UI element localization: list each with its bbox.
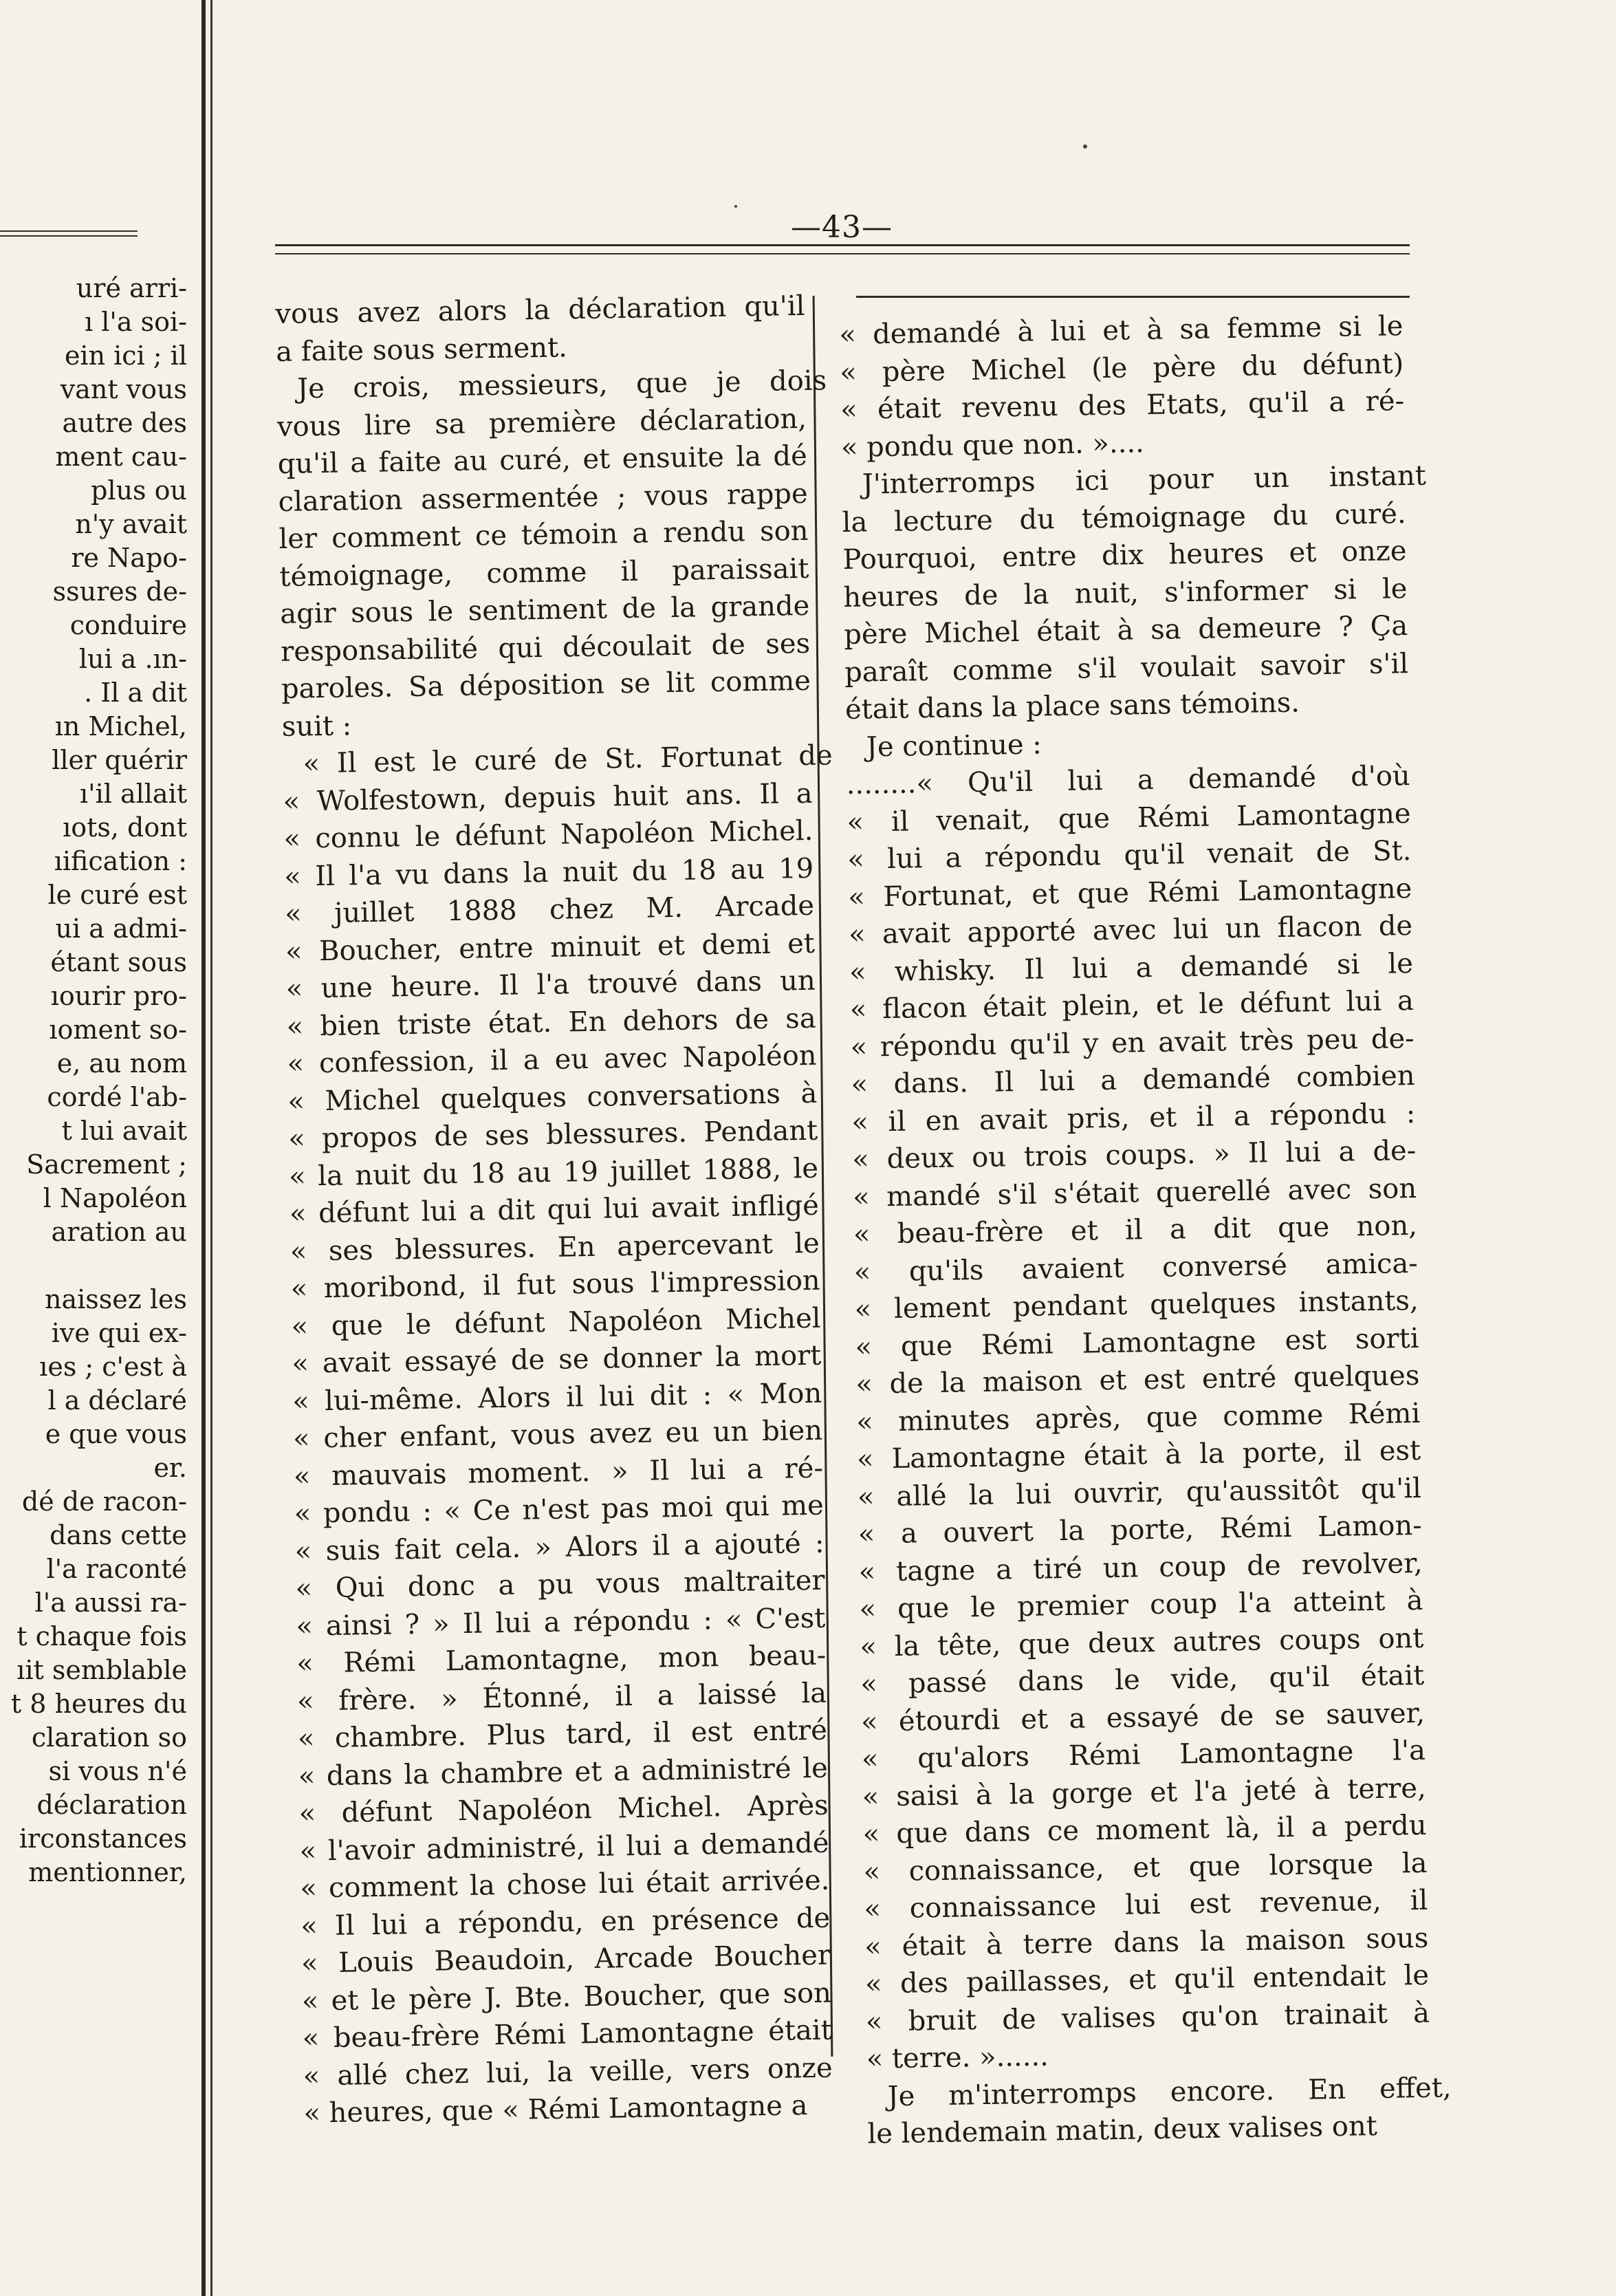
text-line: « lement pendant quelques instants, xyxy=(854,1284,1419,1325)
previous-page-rule xyxy=(0,230,138,237)
text-line: « allé chez lui, la veille, vers onze xyxy=(303,2052,833,2092)
text-line: suit : xyxy=(281,709,352,743)
previous-page-line: e, au nom xyxy=(56,1048,187,1079)
text-line: « Michel quelques conversations à xyxy=(287,1077,818,1118)
previous-page-line: l a déclaré xyxy=(47,1385,187,1416)
previous-page-line: ive qui ex- xyxy=(51,1318,187,1348)
right-column-text xyxy=(839,307,1452,2153)
text-line: « une heure. Il l'a trouvé dans un xyxy=(285,964,816,1005)
previous-page-line: naissez les xyxy=(44,1284,187,1314)
text-line: « pondu : « Ce n'est pas moi qui me xyxy=(294,1489,825,1530)
text-line: paroles. Sa déposition se lit comme xyxy=(281,664,811,705)
text-line: paraît comme s'il voulait savoir s'il xyxy=(844,647,1409,689)
text-line: « était revenu des Etats, qu'il a ré- xyxy=(840,385,1405,426)
previous-page-line: t 8 heures du xyxy=(10,1689,187,1719)
text-line: claration assermentée ; vous rappe xyxy=(278,477,808,518)
text-line: « tagne a tiré un coup de revolver, xyxy=(858,1547,1423,1588)
text-line: « cher enfant, vous avez eu un bien xyxy=(292,1414,823,1455)
text-line: « dans la chambre et a administré le xyxy=(298,1752,829,1793)
text-line: Je crois, messieurs, que je dois xyxy=(296,365,827,405)
text-line: « avait essayé de se donner la mort xyxy=(292,1339,822,1380)
text-line: « que dans ce moment là, il a perdu xyxy=(862,1809,1427,1850)
binding-gutter-edge xyxy=(210,0,212,2296)
previous-page-line: ssures de- xyxy=(52,576,187,607)
text-line: heures de la nuit, s'informer si le xyxy=(843,572,1408,614)
binding-gutter xyxy=(201,0,206,2296)
page-number: —43— xyxy=(791,210,893,245)
previous-page-line: Sacrement ; xyxy=(26,1149,187,1180)
text-line: « chambre. Plus tard, il est entré xyxy=(297,1714,828,1755)
text-line: « Il est le curé de St. Fortunat de xyxy=(303,739,833,780)
previous-page-line: plus ou xyxy=(91,475,187,506)
previous-page-line: déclaration xyxy=(36,1790,187,1820)
previous-page-line: autre des xyxy=(62,408,187,438)
previous-page-line: ıes ; c'est à xyxy=(39,1352,187,1382)
text-line: « avait apporté avec lui un flacon de xyxy=(848,910,1413,951)
text-line: « a ouvert la porte, Rémi Lamon- xyxy=(858,1509,1423,1550)
previous-page-line: er. xyxy=(153,1453,187,1483)
previous-page-line: l'a raconté xyxy=(46,1554,187,1584)
text-line: « passé dans le vide, qu'il était xyxy=(860,1659,1425,1700)
text-line: « que le défunt Napoléon Michel xyxy=(291,1302,821,1343)
text-line: « Fortunat, et que Rémi Lamontagne xyxy=(847,872,1412,913)
print-speck xyxy=(1083,144,1087,149)
text-line: « demandé à lui et à sa femme si le xyxy=(839,310,1404,351)
text-line: Je continue : xyxy=(866,728,1042,763)
previous-page-line: ı l'a soi- xyxy=(85,307,187,337)
text-line: « de la maison et est entré quelques xyxy=(855,1359,1420,1400)
previous-page-line: n'y avait xyxy=(75,509,187,539)
text-line: le lendemain matin, deux valises ont xyxy=(867,2110,1378,2150)
previous-page-line: ıoment so- xyxy=(49,1015,187,1045)
previous-page-line: re Napo- xyxy=(71,543,187,573)
text-line: « connu le défunt Napoléon Michel. xyxy=(283,814,814,855)
previous-page-line: lui a .ın- xyxy=(78,644,187,674)
text-line: agir sous le sentiment de la grande xyxy=(279,589,810,630)
text-line: « père Michel (le père du défunt) xyxy=(839,347,1404,389)
text-line: « frère. » Étonné, il a laissé la xyxy=(296,1677,827,1718)
text-line: « il venait, que Rémi Lamontagne xyxy=(847,797,1411,838)
text-line: « Il lui a répondu, en présence de xyxy=(300,1902,831,1942)
text-line: était dans la place sans témoins. xyxy=(844,686,1300,726)
left-column-text xyxy=(275,288,840,2132)
previous-page-line: . Il a dit xyxy=(84,678,187,708)
text-line: « connaissance lui est revenue, il xyxy=(864,1884,1428,1925)
previous-page-line: ein ici ; il xyxy=(64,340,187,371)
previous-page-line: ıit semblable xyxy=(17,1655,187,1685)
previous-page-line: mentionner, xyxy=(28,1857,187,1887)
text-line: « qu'alors Rémi Lamontagne l'a xyxy=(861,1734,1426,1775)
previous-page-line: t lui avait xyxy=(61,1116,187,1146)
previous-page-line: l'a aussi ra- xyxy=(34,1588,187,1618)
text-line: ler comment ce témoin a rendu son xyxy=(279,515,809,555)
text-line: « ainsi ? » Il lui a répondu : « C'est xyxy=(296,1602,826,1643)
text-line: « que le premier coup l'a atteint à xyxy=(859,1584,1423,1625)
previous-page-line: t chaque fois xyxy=(17,1621,187,1651)
previous-page-line: l Napoléon xyxy=(43,1183,187,1213)
text-line: J'interromps ici pour un instant xyxy=(862,459,1427,501)
text-line: « beau-frère Rémi Lamontagne était xyxy=(302,2014,833,2055)
text-line: « étourdi et a essayé de se sauver, xyxy=(860,1697,1426,1738)
text-line: « propos de ses blessures. Pendant xyxy=(287,1114,818,1155)
text-line: « minutes après, que comme Rémi xyxy=(855,1397,1421,1438)
text-line: ........« Qu'il lui a demandé d'où xyxy=(846,760,1410,801)
previous-page-line: aration au xyxy=(51,1217,187,1247)
text-line: « Louis Beaudoin, Arcade Boucher xyxy=(301,1939,831,1980)
text-line: « beau-frère et il a dit que non, xyxy=(853,1209,1418,1250)
previous-page-line: dans cette xyxy=(50,1520,187,1550)
text-line: « terre. »...... xyxy=(866,2040,1049,2075)
text-line: « des paillasses, et qu'il entendait le xyxy=(864,1959,1430,2000)
previous-page-line: le curé est xyxy=(47,880,187,910)
text-line: « confession, il a eu avec Napoléon xyxy=(287,1039,817,1080)
text-line: a faite sous serment. xyxy=(275,331,568,368)
print-speck xyxy=(734,205,737,208)
previous-page-line: ller quérir xyxy=(52,745,187,775)
previous-page-line: ıots, dont xyxy=(63,812,187,843)
previous-page-line: ı'il allait xyxy=(79,779,187,809)
text-line: « Il l'a vu dans la nuit du 18 au 19 xyxy=(283,852,814,893)
text-line: « allé la lui ouvrir, qu'aussitôt qu'il xyxy=(857,1472,1422,1513)
text-line: responsabilité qui découlait de ses xyxy=(280,627,811,668)
text-line: « bruit de valises qu'on trainait à xyxy=(865,1997,1430,2038)
header-rule xyxy=(275,244,1410,254)
text-line: « comment la chose lui était arrivée. xyxy=(300,1864,830,1905)
text-line: « défunt lui a dit qui lui avait infligé xyxy=(289,1189,820,1230)
text-line: vous lire sa première déclaration, xyxy=(276,402,807,443)
text-line: « bien triste état. En dehors de sa xyxy=(286,1002,816,1043)
previous-page-fragment xyxy=(0,0,199,2296)
previous-page-line: e que vous xyxy=(45,1419,187,1449)
text-line: « lui-même. Alors il lui dit : « Mon xyxy=(292,1377,822,1418)
text-line: « connaissance, et que lorsque la xyxy=(863,1847,1428,1888)
previous-page-line: conduire xyxy=(69,610,187,640)
text-line: « deux ou trois coups. » Il lui a de- xyxy=(851,1134,1417,1176)
text-line: « flacon était plein, et le défunt lui a xyxy=(849,984,1415,1026)
text-line: Je m'interromps encore. En effet, xyxy=(887,2071,1452,2112)
text-line: « Boucher, entre minuit et demi et xyxy=(285,927,816,968)
previous-page-line: ui a admi- xyxy=(55,913,187,944)
text-line: « dans. Il lui a demandé combien xyxy=(851,1059,1415,1101)
previous-page-line: dé de racon- xyxy=(21,1486,187,1517)
text-line: « mandé s'il s'était querellé avec son xyxy=(852,1172,1417,1213)
text-line: « Rémi Lamontagne, mon beau- xyxy=(296,1639,827,1680)
previous-page-line: irconstances xyxy=(19,1823,187,1854)
previous-page-line: ın Michel, xyxy=(54,711,187,741)
text-line: « était à terre dans la maison sous xyxy=(864,1922,1429,1963)
text-line: « la nuit du 18 au 19 juillet 1888, le xyxy=(288,1152,819,1193)
text-line: « pondu que non. ».... xyxy=(840,426,1145,464)
text-line: « répondu qu'il y en avait très peu de- xyxy=(850,1022,1415,1063)
text-line: « saisi à la gorge et l'a jeté à terre, xyxy=(862,1772,1427,1813)
text-line: père Michel était à sa demeure ? Ça xyxy=(843,610,1408,651)
text-line: « il en avait pris, et il a répondu : xyxy=(851,1097,1416,1138)
text-line: « défunt Napoléon Michel. Après xyxy=(298,1789,829,1830)
previous-page-line: ıification : xyxy=(54,846,187,876)
text-line: témoignage, comme il paraissait xyxy=(279,552,809,593)
text-line: « l'avoir administré, il lui a demandé xyxy=(299,1827,829,1867)
text-line: Pourquoi, entre dix heures et onze xyxy=(842,535,1407,576)
previous-page-line: ment cau- xyxy=(55,442,187,472)
previous-page-line: si vous n'é xyxy=(48,1756,187,1786)
previous-page-line: ıourir pro- xyxy=(50,981,187,1011)
text-line: « moribond, il fut sous l'impression xyxy=(290,1264,820,1305)
text-line: « la tête, que deux autres coups ont xyxy=(860,1622,1424,1663)
text-line: « Wolfestown, depuis huit ans. Il a xyxy=(283,777,813,818)
text-line: qu'il a faite au curé, et ensuite la dé xyxy=(277,440,808,480)
text-line: « Lamontagne était à la porte, il est xyxy=(856,1434,1421,1475)
text-line: vous avez alors la déclaration qu'il xyxy=(275,290,805,330)
text-line: « ses blessures. En apercevant le xyxy=(290,1227,820,1268)
text-line: « juillet 1888 chez M. Arcade xyxy=(284,889,815,930)
text-line: la lecture du témoignage du curé. xyxy=(842,497,1406,539)
header-rule-right xyxy=(856,296,1410,298)
text-line: « Qui donc a pu vous maltraiter xyxy=(295,1564,825,1605)
text-line: « suis fait cela. » Alors il a ajouté : xyxy=(294,1527,825,1568)
previous-page-line: étant sous xyxy=(50,947,187,977)
text-line: « que Rémi Lamontagne est sorti xyxy=(855,1322,1419,1363)
text-line: « lui a répondu qu'il venait de St. xyxy=(847,835,1412,876)
text-line: « heures, que « Rémi Lamontagne a xyxy=(303,2090,808,2130)
previous-page-line: uré arri- xyxy=(76,273,187,303)
text-line: « whisky. Il lui a demandé si le xyxy=(849,947,1414,988)
previous-page-line: vant vous xyxy=(60,374,187,404)
text-line: « et le père J. Bte. Boucher, que son xyxy=(301,1977,832,2017)
text-line: « mauvais moment. » Il lui a ré- xyxy=(293,1452,824,1493)
previous-page-line: claration so xyxy=(31,1722,187,1753)
previous-page-line: cordé l'ab- xyxy=(47,1082,187,1112)
text-line: « qu'ils avaient conversé amica- xyxy=(853,1247,1419,1288)
